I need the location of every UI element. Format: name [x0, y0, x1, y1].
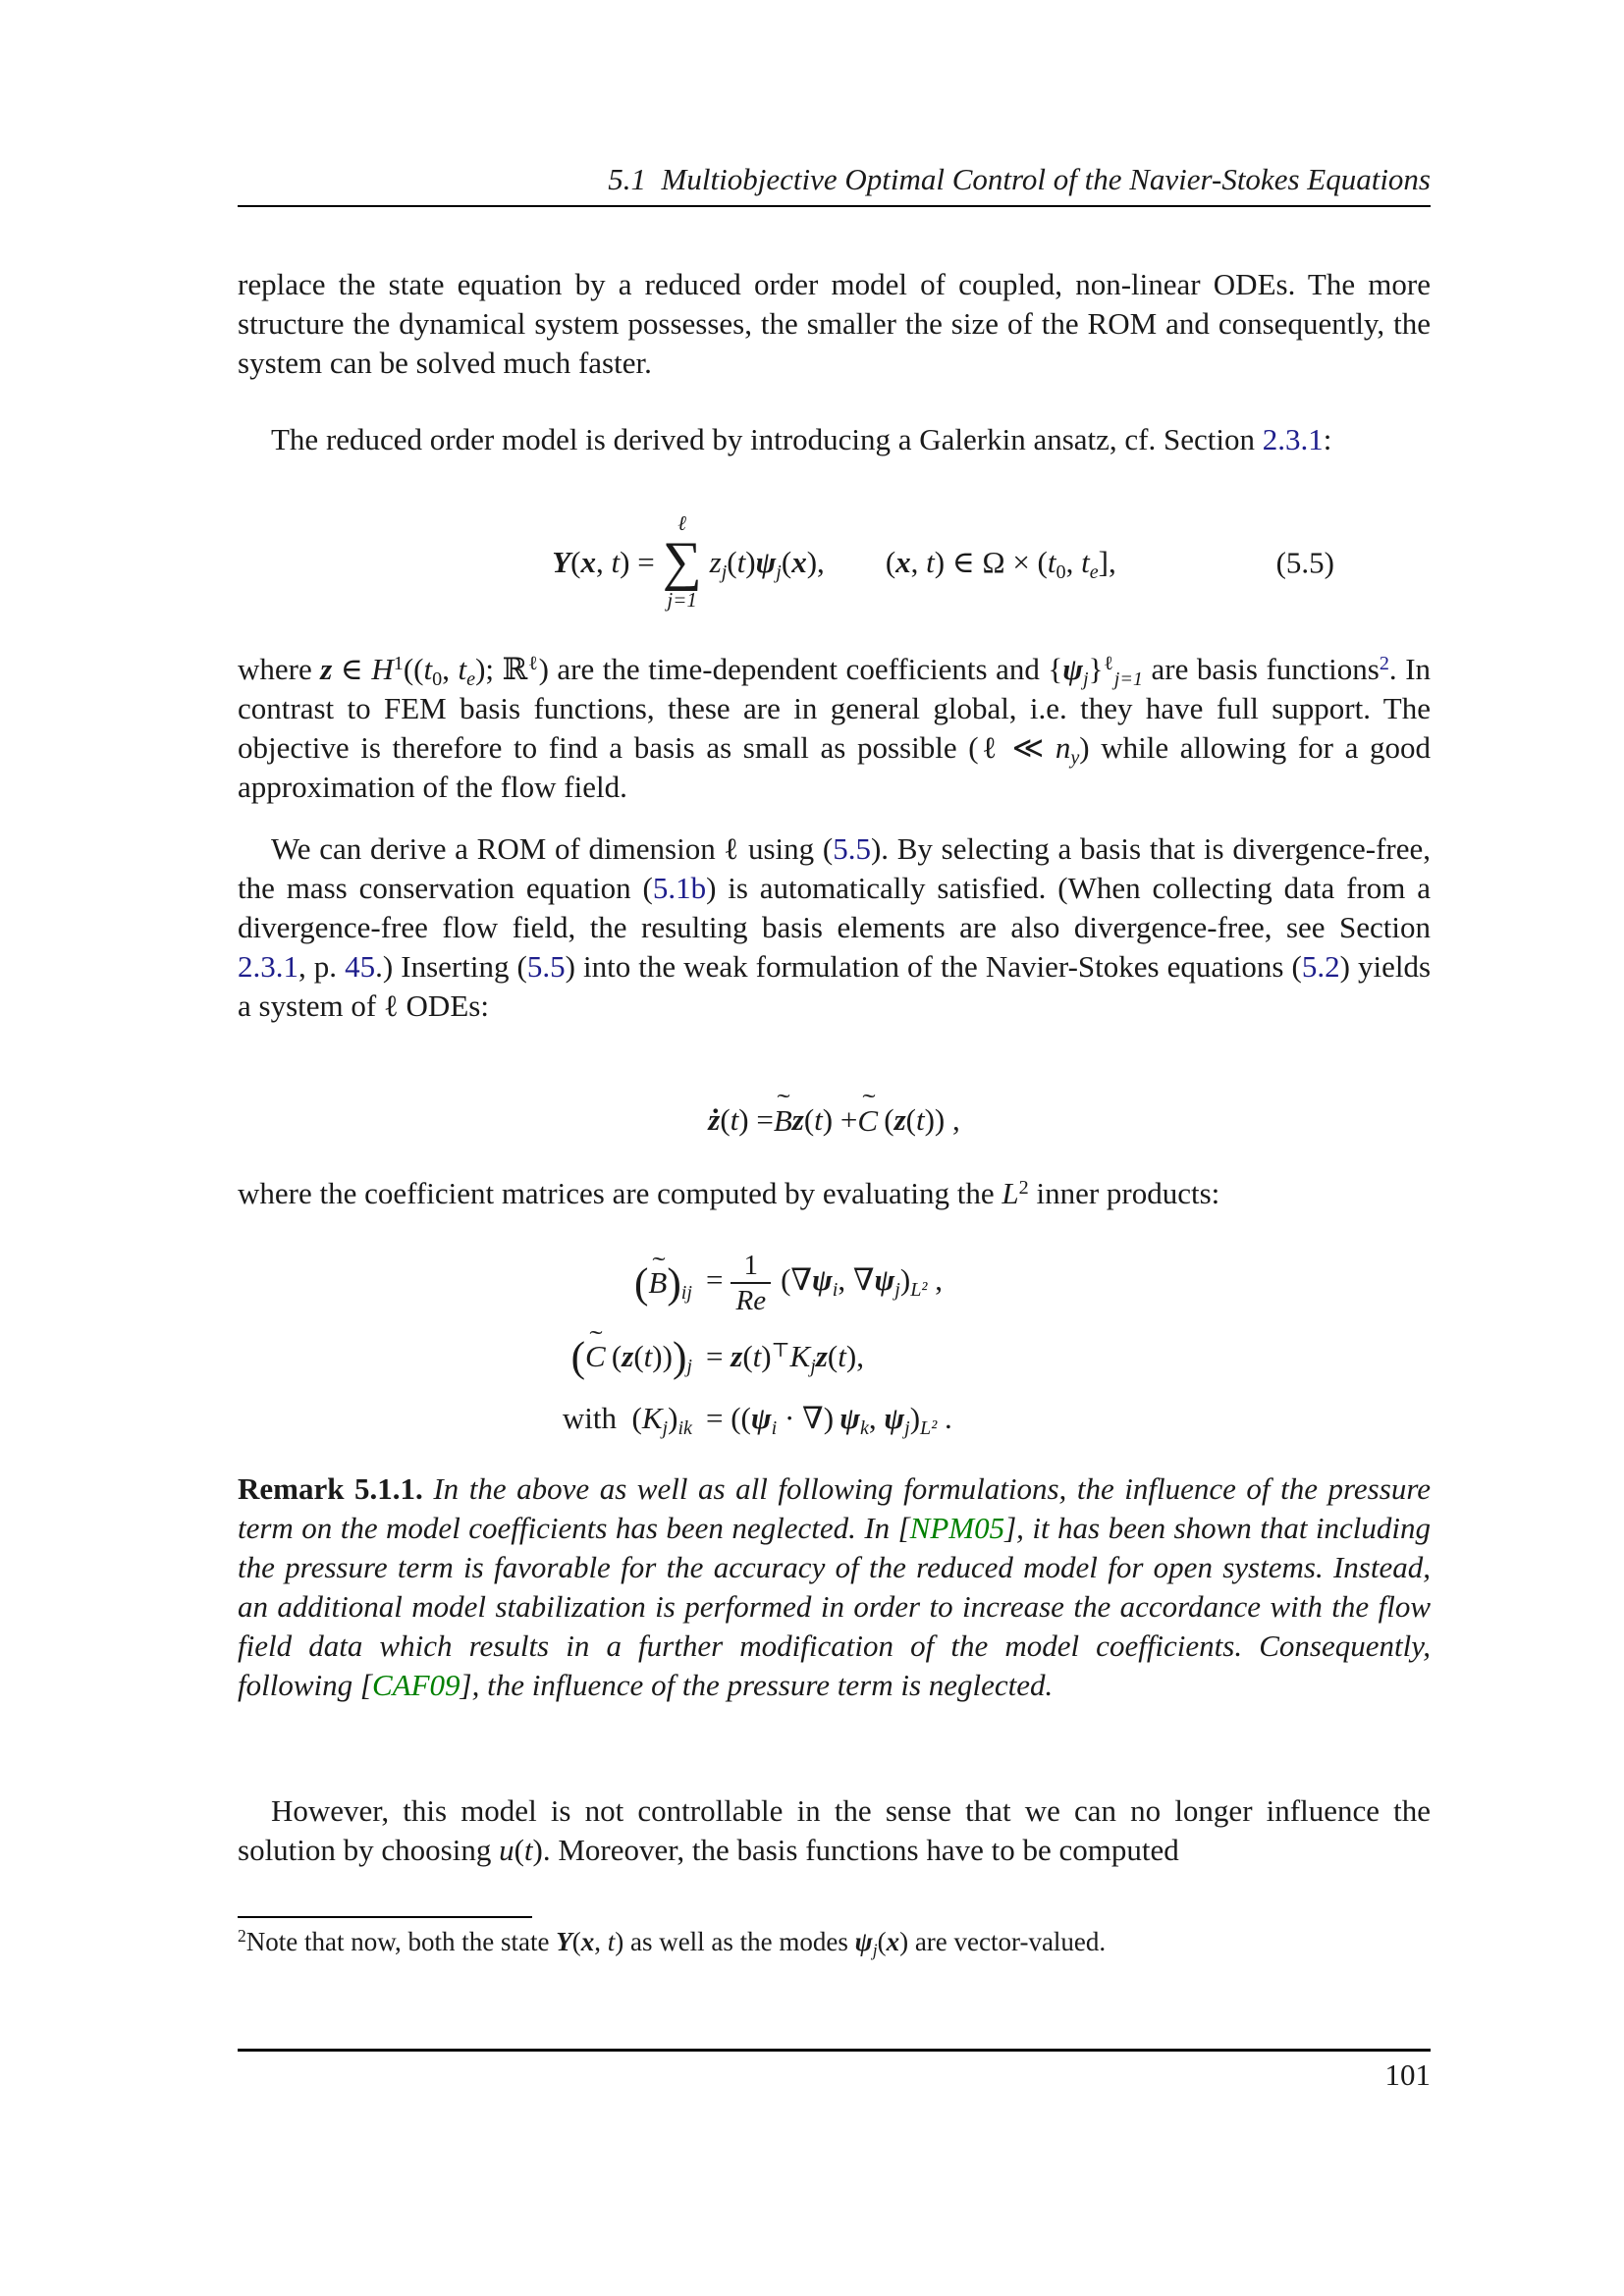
summation-symbol	[662, 510, 702, 613]
text-run: where the coefficient matrices are computed by evaluating the	[238, 1176, 1002, 1210]
text-run: ) are vector-valued.	[899, 1927, 1107, 1956]
text-run: ); ℝ	[475, 652, 528, 686]
text-run: Note that now, both the state	[245, 1927, 557, 1956]
text-run: ψ	[755, 544, 777, 579]
text-run: t	[643, 1338, 653, 1373]
equation-5-5	[238, 496, 1431, 628]
text-run: ⊤	[771, 1339, 790, 1362]
text-run: ) yields a system of ℓ ODEs:	[238, 949, 1432, 1023]
text-run: ) as well as the modes	[615, 1927, 855, 1956]
text-run: ) while allowing for a good approximation of the flow field.	[238, 730, 1431, 804]
text-run: ) are the time-dependent coefficients and {	[538, 652, 1063, 686]
text-run: i	[832, 1279, 839, 1302]
text-run: However, this model is not controllable in the sense that we can no longer influence the solution by choosing	[238, 1793, 1431, 1867]
text-run: (	[781, 544, 792, 579]
text-run: In the above as well as all following formulations, the influence of the pressure term on the model coefficients has been neglected. In [	[238, 1471, 1431, 1545]
paragraph-intro: replace the state equation by a reduced order model of coupled, non-linear ODEs. The more structure the dynamical system possesses, the smaller the size of the ROM and consequently, the system can be solved much faster.	[238, 267, 1431, 380]
text-run: H	[371, 652, 394, 686]
text-run: ψ	[884, 1400, 905, 1435]
text-run: x	[886, 1927, 900, 1956]
text-run: }	[1088, 652, 1104, 686]
equation-c-rhs	[706, 1338, 952, 1377]
text-run: )	[761, 1338, 772, 1373]
text-run: ,	[868, 1400, 885, 1435]
paragraph-rom-derivation	[238, 829, 1431, 1026]
text-run: z	[815, 1338, 828, 1373]
text-run: (	[633, 1338, 644, 1373]
text-run: )	[667, 1259, 681, 1308]
header-rule	[238, 205, 1431, 207]
text-run: )	[745, 544, 756, 579]
fraction-denominator: Re	[731, 1282, 771, 1315]
reference-link[interactable]: 5.1b	[652, 871, 707, 905]
text-run: (	[742, 1338, 753, 1373]
text-run: ,	[442, 652, 459, 686]
summation-lower-limit: j=1	[667, 588, 697, 613]
reference-link[interactable]: 5.5	[833, 831, 871, 866]
text-run: t	[838, 1338, 846, 1373]
text-run: (	[727, 544, 737, 579]
text-run: ψ	[854, 1927, 873, 1956]
text-run: j	[894, 1279, 900, 1302]
text-run: ψ	[874, 1262, 895, 1298]
text-run: ) +	[822, 1102, 858, 1138]
text-run: .	[937, 1400, 952, 1435]
citation-link[interactable]: CAF09	[371, 1668, 460, 1702]
text-run: z	[791, 1102, 804, 1138]
text-run: t	[814, 1102, 823, 1138]
footnote-rule	[238, 1916, 532, 1918]
text-run: u	[499, 1833, 514, 1867]
text-run: ],	[1098, 544, 1116, 579]
text-run: (	[827, 1338, 839, 1373]
text-run: ). By selecting a basis that is divergence-free, the mass conservation equation (	[238, 831, 1431, 905]
text-run: t	[1047, 544, 1056, 579]
text-run: (	[905, 1102, 916, 1138]
text-run: (∇	[781, 1262, 813, 1298]
text-run: Y	[552, 544, 571, 579]
paragraph-inner-products	[238, 1174, 1431, 1213]
citation-link[interactable]: NPM05	[909, 1511, 1005, 1545]
page-number: 101	[1384, 2057, 1431, 2092]
text-run: (	[885, 544, 896, 579]
equation-ode	[238, 1092, 1431, 1148]
text-run: j	[721, 561, 728, 583]
text-run: (	[877, 1927, 887, 1956]
text-run: ℓ	[1103, 652, 1114, 674]
text-run: (	[570, 1333, 586, 1381]
text-run: ,	[1065, 544, 1082, 579]
text-run: =	[706, 1262, 724, 1298]
text-run: are basis functions	[1143, 652, 1380, 686]
text-run: x	[791, 544, 807, 579]
text-run: i	[771, 1416, 778, 1439]
text-run: Remark 5.1.1.	[238, 1471, 423, 1506]
text-run: t	[607, 1927, 616, 1956]
text-run: (	[803, 1102, 815, 1138]
text-run: ψ	[839, 1400, 860, 1435]
reference-link[interactable]: 2	[1379, 652, 1389, 674]
running-header-title: 5.1 Multiobjective Optimal Control of the Navier-Stokes Equations	[608, 162, 1431, 196]
text-run: 0	[432, 668, 443, 691]
text-run: 0	[1056, 561, 1066, 583]
reference-link[interactable]: 45	[345, 949, 376, 984]
text-run: z	[622, 1338, 634, 1373]
footer-rule	[238, 2049, 1431, 2052]
fraction-numerator: 1	[743, 1250, 759, 1282]
text-run: n	[1055, 730, 1071, 765]
text-run: K	[641, 1400, 663, 1435]
text-run: L²	[910, 1279, 928, 1302]
text-run: (	[514, 1833, 524, 1867]
text-run: t	[926, 544, 935, 579]
fraction-one-over-re	[731, 1251, 771, 1315]
text-run: ((	[403, 652, 424, 686]
equation-k-rhs	[706, 1400, 952, 1439]
text-run: j=1	[1113, 668, 1144, 691]
text-run: ż	[708, 1102, 721, 1138]
text-run: ℓ	[527, 652, 539, 674]
text-run: ,	[596, 544, 612, 579]
text-run: with (	[562, 1400, 642, 1435]
text-run: C ˜	[585, 1341, 606, 1371]
text-run: ,	[927, 1262, 943, 1298]
text-run	[825, 545, 886, 579]
remark-5-1-1	[238, 1469, 1431, 1705]
text-run: t	[730, 1102, 739, 1138]
equation-b-inner-product	[781, 1262, 943, 1302]
text-run: x	[580, 544, 596, 579]
text-run: 2	[238, 1926, 246, 1947]
paragraph-galerkin	[238, 420, 1431, 459]
text-run: =	[706, 1338, 731, 1373]
text-run: x	[895, 544, 911, 579]
text-run: t	[915, 1102, 925, 1138]
text-run: j	[810, 1355, 816, 1377]
text-run: j	[662, 1416, 669, 1439]
reference-link[interactable]: 2.3.1	[1262, 422, 1324, 456]
text-run: ) into the weak formulation of the Navier-Stokes equations (	[565, 949, 1302, 984]
text-run: ψ	[1062, 652, 1084, 686]
text-run: · ∇)	[777, 1400, 840, 1435]
equation-tag: (5.5)	[1275, 544, 1334, 579]
text-run: z	[320, 652, 333, 686]
text-run: (	[605, 1338, 623, 1373]
equation-c-lhs	[506, 1333, 692, 1381]
text-run: e	[1089, 561, 1099, 583]
text-run: k	[859, 1416, 869, 1439]
paragraph-controllability	[238, 1791, 1431, 1870]
text-run: , p.	[298, 949, 346, 984]
text-run: t	[752, 1338, 762, 1373]
text-run: ∈	[332, 652, 372, 686]
equation-system-coefficient-matrices	[506, 1245, 952, 1445]
equation-rhs	[709, 544, 1116, 583]
text-run: e	[466, 668, 476, 691]
text-run: ], the influence of the pressure term is neglected.	[460, 1668, 1054, 1702]
footnote-text	[238, 1924, 1431, 1959]
text-run: j	[904, 1416, 910, 1439]
text-run: z	[893, 1102, 906, 1138]
text-run: ij	[680, 1281, 692, 1304]
text-run: L	[1001, 1176, 1019, 1210]
text-run: inner products:	[1028, 1176, 1220, 1210]
summation-upper-limit: ℓ	[677, 510, 687, 535]
text-run: B ˜	[774, 1105, 792, 1136]
text-run: ,	[910, 544, 927, 579]
text-run: B ˜	[648, 1267, 667, 1298]
text-run: ). Moreover, the basis functions have to be computed	[532, 1833, 1179, 1867]
text-run: t	[523, 1833, 533, 1867]
text-run: ) ∈ Ω × (	[934, 544, 1048, 579]
text-run: t	[736, 544, 746, 579]
text-run: )) ,	[924, 1102, 960, 1138]
text-run: The reduced order model is derived by introducing a Galerkin ansatz, cf. Section	[271, 422, 1263, 456]
text-run: t	[458, 652, 467, 686]
text-run: where	[238, 652, 321, 686]
text-run: )	[668, 1400, 678, 1435]
text-run: = ((	[706, 1400, 751, 1435]
text-run: :	[1323, 422, 1332, 456]
text-run: x	[580, 1927, 595, 1956]
text-run: t	[611, 544, 621, 579]
text-run: j	[1083, 668, 1089, 691]
text-run: L²	[920, 1416, 938, 1439]
text-run: )	[909, 1400, 921, 1435]
text-run: ], it has been shown that including the pressure term is favorable for the accuracy of the reduced model for open systems. Instead, an additional model stabilization is performed in order to increase the accordance with the flow field data which results in a further modification of the model coefficients. Consequently, following [	[238, 1511, 1432, 1702]
text-run: )	[672, 1333, 687, 1381]
text-run: ))	[652, 1338, 673, 1373]
text-run: z	[731, 1338, 743, 1373]
text-run: ) =	[738, 1102, 774, 1138]
text-run: ),	[806, 544, 825, 579]
text-run: 1	[393, 652, 404, 674]
text-run: j	[686, 1355, 692, 1377]
text-run: ),	[845, 1338, 864, 1373]
text-run: ψ	[750, 1400, 772, 1435]
text-run: (	[720, 1102, 731, 1138]
text-run: t	[1081, 544, 1090, 579]
text-run: ψ	[812, 1262, 833, 1298]
text-run: y	[1070, 747, 1080, 770]
text-run: (	[878, 1102, 894, 1138]
text-run: j	[872, 1940, 878, 1960]
equation-b-lhs	[506, 1259, 692, 1308]
reference-link[interactable]: 2.3.1	[238, 949, 298, 984]
text-run: We can derive a ROM of dimension ℓ using (	[271, 831, 834, 866]
text-run: Y	[556, 1927, 572, 1956]
text-run: )	[899, 1262, 911, 1298]
text-run: (	[633, 1259, 649, 1308]
text-run: , ∇	[838, 1262, 875, 1298]
equation-lhs	[552, 544, 654, 580]
text-run: j	[776, 561, 782, 583]
text-run: (	[570, 544, 581, 579]
text-run: (	[571, 1927, 581, 1956]
text-run: ik	[677, 1416, 692, 1439]
sigma-icon: ∑	[662, 530, 702, 592]
equation-k-lhs	[506, 1400, 692, 1439]
text-run: C ˜	[857, 1105, 878, 1136]
text-run: . In contrast to FEM basis functions, these are in general global, i.e. they have full support. The objective is therefore to find a basis as small as possible (ℓ ≪	[238, 652, 1432, 765]
text-run: 2	[1018, 1176, 1029, 1199]
text-run: ,	[594, 1927, 608, 1956]
equals-sign	[706, 1262, 723, 1297]
text-run: ) is automatically satisfied. (When collecting data from a divergence-free flow field, the resulting basis elements are also divergence-free, see Section	[238, 871, 1431, 944]
paragraph-coefficients	[238, 650, 1431, 807]
text-run: K	[789, 1338, 811, 1373]
text-run: z	[709, 544, 722, 579]
reference-link[interactable]: 5.2	[1301, 949, 1340, 984]
text-run: ) =	[620, 544, 655, 579]
reference-link[interactable]: 5.5	[526, 949, 566, 984]
text-run: .) Inserting (	[375, 949, 527, 984]
equation-b-rhs	[706, 1251, 952, 1315]
text-run: t	[423, 652, 433, 686]
